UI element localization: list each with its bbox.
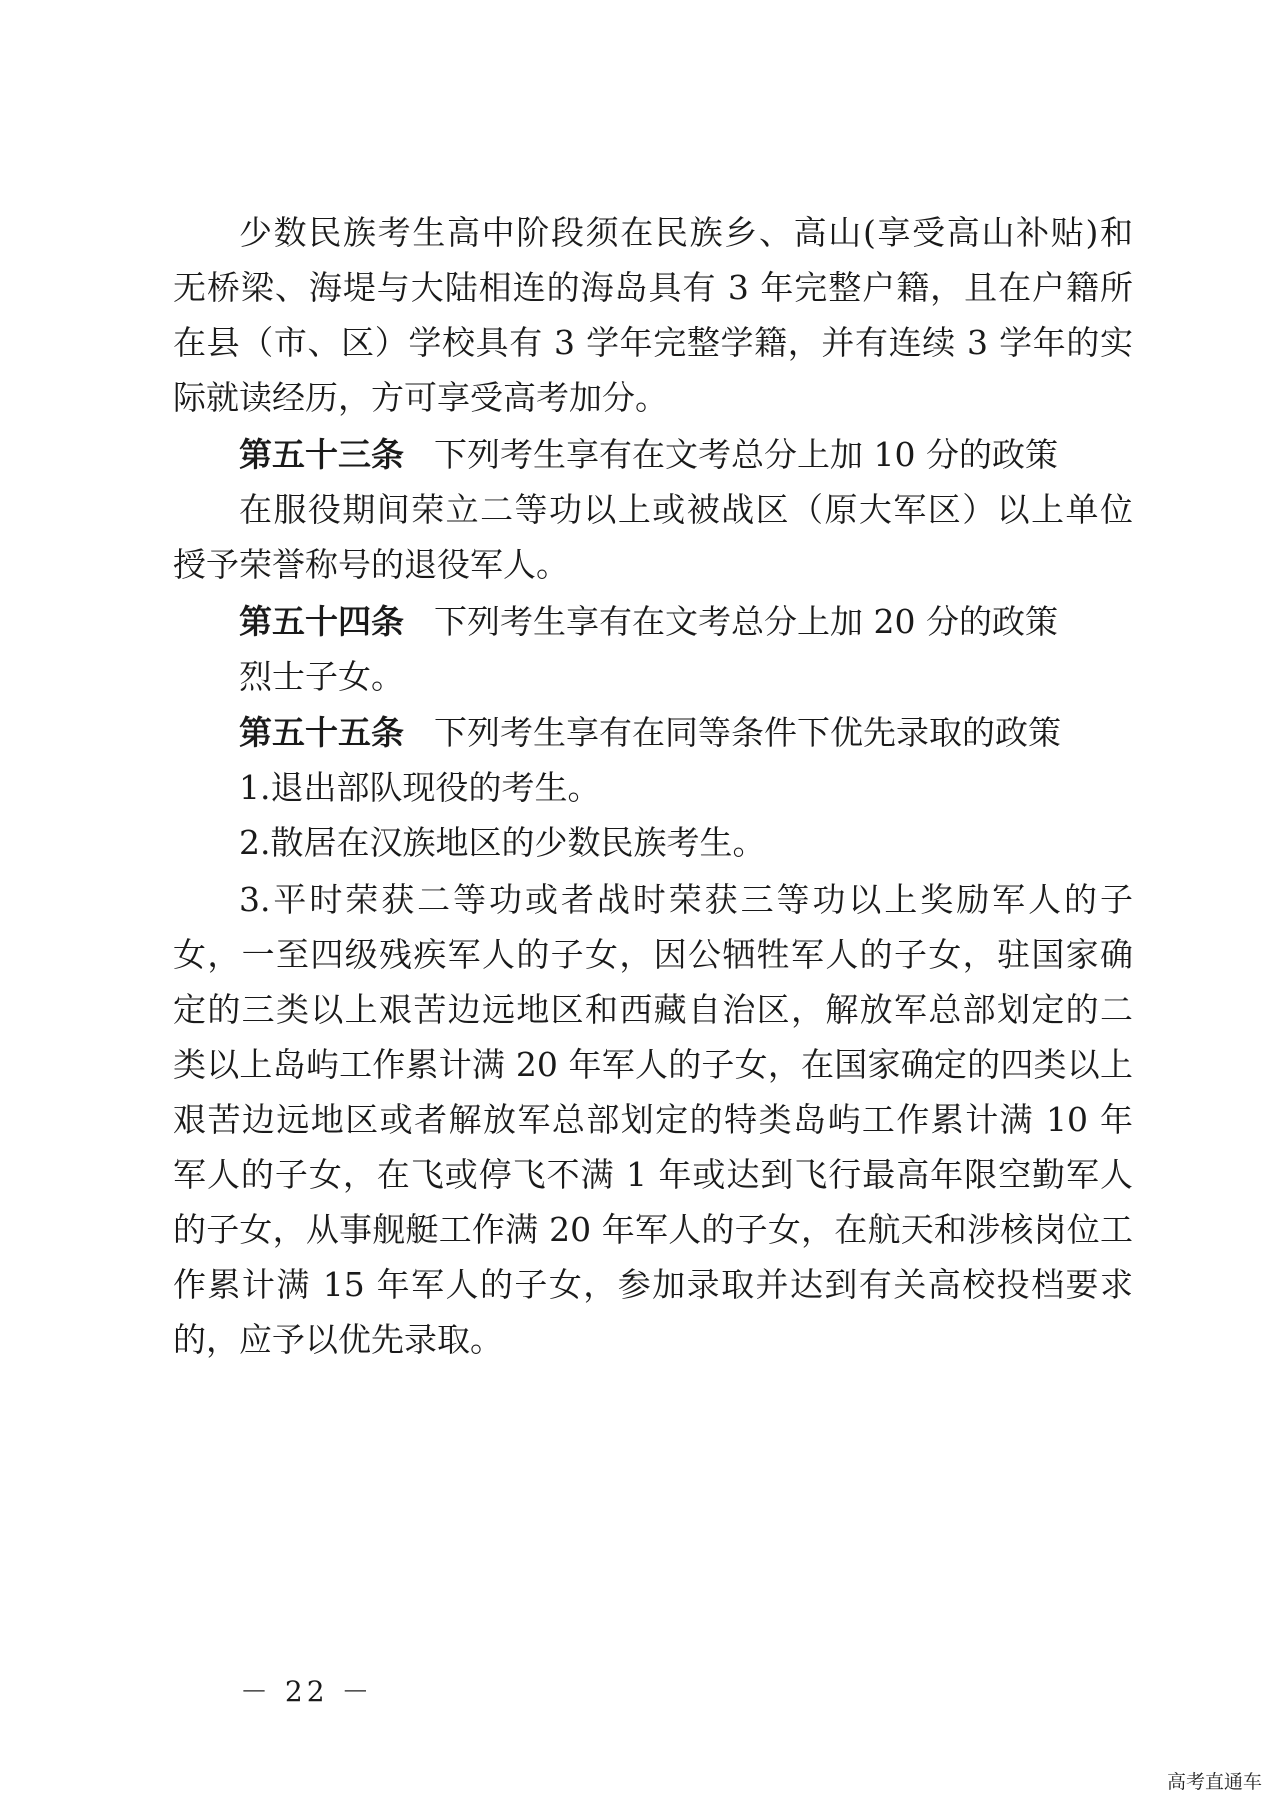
paragraph-line: 女，一至四级残疾军人的子女，因公牺牲军人的子女，驻国家确 [173, 935, 1133, 974]
article-number: 第五十四条 [239, 602, 404, 641]
paragraph-line: 授予荣誉称号的退役军人。 [173, 545, 569, 584]
article-number: 第五十五条 [239, 713, 404, 752]
paragraph-line: 在县（市、区）学校具有 3 学年完整学籍，并有连续 3 学年的实 [173, 323, 1133, 362]
paragraph-line: 的子女，从事舰艇工作满 20 年军人的子女，在航天和涉核岗位工 [173, 1210, 1133, 1249]
paragraph-line: 作累计满 15 年军人的子女，参加录取并达到有关高校投档要求 [173, 1265, 1133, 1304]
article-title: 下列考生享有在文考总分上加 10 分的政策 [434, 435, 1058, 474]
paragraph-line: 军人的子女，在飞或停飞不满 1 年或达到飞行最高年限空勤军人 [173, 1155, 1133, 1194]
page-number: － 22 － [240, 1675, 374, 1708]
paragraph-line: 3.平时荣获二等功或者战时荣获三等功以上奖励军人的子 [239, 880, 1133, 919]
paragraph-line: 的，应予以优先录取。 [173, 1320, 503, 1359]
article-title: 下列考生享有在同等条件下优先录取的政策 [434, 713, 1061, 752]
article-55-heading [173, 713, 1133, 753]
article-title: 下列考生享有在文考总分上加 20 分的政策 [434, 602, 1058, 641]
paragraph-line: 烈士子女。 [239, 657, 404, 696]
list-item: 1.退出部队现役的考生。 [239, 768, 601, 807]
paragraph-line: 定的三类以上艰苦边远地区和西藏自治区，解放军总部划定的二 [173, 990, 1133, 1029]
watermark: 高考直通车 [1166, 1771, 1262, 1793]
paragraph-line: 少数民族考生高中阶段须在民族乡、高山(享受高山补贴)和 [239, 213, 1133, 252]
article-54-heading [173, 602, 1133, 642]
paragraph-line: 类以上岛屿工作累计满 20 年军人的子女，在国家确定的四类以上 [173, 1045, 1133, 1084]
article-53-heading [173, 435, 1133, 475]
article-number: 第五十三条 [239, 435, 404, 474]
paragraph-line: 际就读经历，方可享受高考加分。 [173, 378, 668, 417]
paragraph-line: 艰苦边远地区或者解放军总部划定的特类岛屿工作累计满 10 年 [173, 1100, 1133, 1139]
list-item: 2.散居在汉族地区的少数民族考生。 [239, 823, 766, 862]
paragraph-line: 无桥梁、海堤与大陆相连的海岛具有 3 年完整户籍，且在户籍所 [173, 268, 1133, 307]
paragraph-line: 在服役期间荣立二等功以上或被战区（原大军区）以上单位 [239, 490, 1133, 529]
